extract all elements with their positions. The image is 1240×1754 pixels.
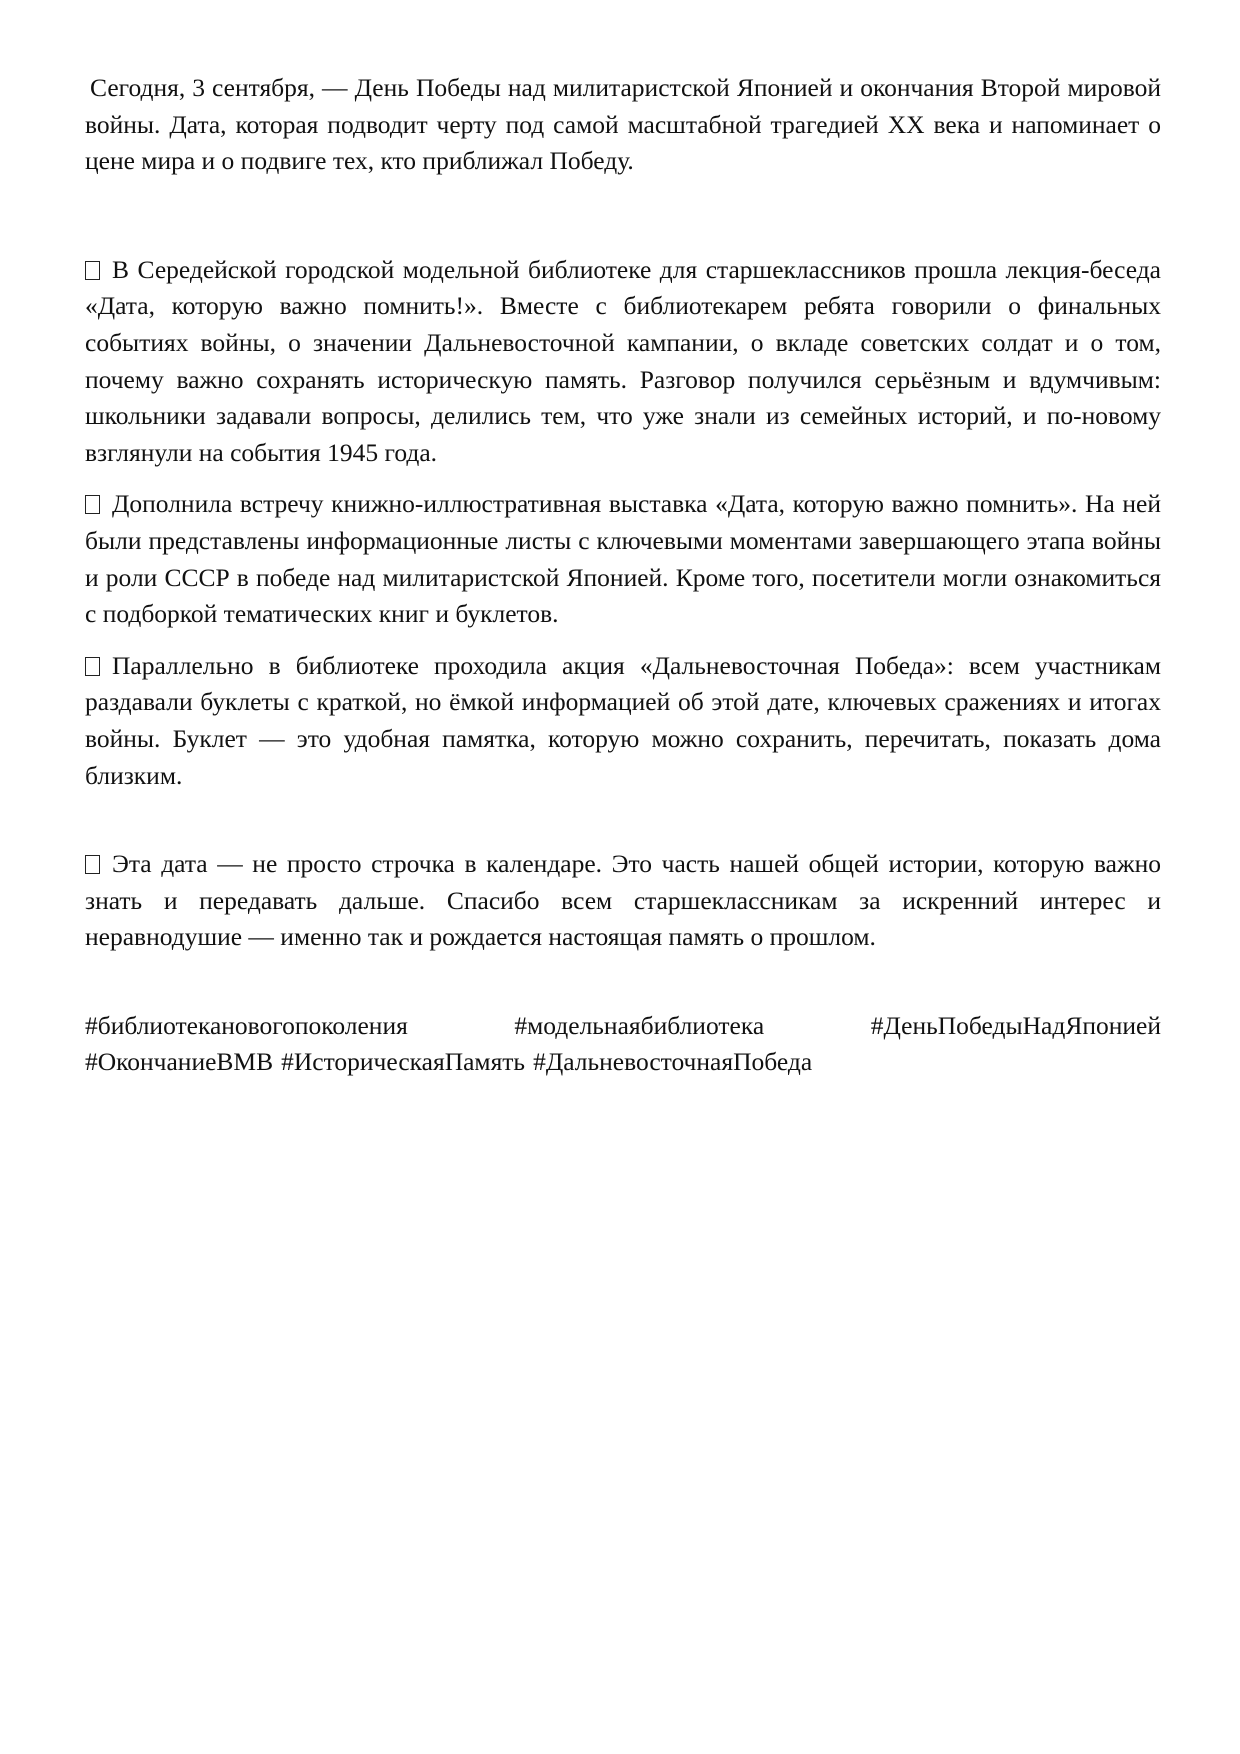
hashtag[interactable]: #модельнаябиблиотека <box>514 1010 765 1040</box>
box-icon <box>85 261 100 280</box>
hashtag[interactable]: #ДеньПобедыНадЯпонией <box>870 1010 1161 1040</box>
paragraph-closing <box>85 846 1161 956</box>
hashtag[interactable]: #ДальневосточнаяПобеда <box>533 1047 813 1077</box>
document-page <box>85 70 1161 1081</box>
paragraph-text: Эта дата — не просто строчка в календаре. Это часть нашей общей истории, которую важно знать и передавать дальше. Спасибо всем старшеклассникам за искренний интерес и неравнодушие — именно так и рождается настоящая память о прошлом. <box>85 849 1161 952</box>
hashtag[interactable]: #ИсторическаяПамять <box>281 1047 526 1077</box>
box-icon <box>85 855 100 874</box>
paragraph-action <box>85 648 1161 794</box>
paragraph-text: В Середейской городской модельной библиотеке для старшеклассников прошла лекция-беседа «Дата, которую важно помнить!». Вместе с библиотекарем ребята говорили о финальных событиях войны, о значении Дальневосточной кампании, о вкладе советских солдат и о том, почему важно сохранять историческую память. Разговор получился серьёзным и вдумчивым: школьники задавали вопросы, делились тем, что уже знали из семейных историй, и по-новому взглянули на события 1945 года. <box>85 254 1161 467</box>
paragraph-lecture <box>85 252 1161 472</box>
paragraph-exhibition <box>85 486 1161 632</box>
hashtags-line-1 <box>85 1008 1161 1045</box>
hashtags-line-2 <box>85 1044 1161 1081</box>
hashtag[interactable]: #ОкончаниеВМВ <box>85 1047 274 1077</box>
paragraph-text: Параллельно в библиотеке проходила акция «Дальневосточная Победа»: всем участникам раздавали буклеты с краткой, но ёмкой информацией об этой дате, ключевых сражениях и итогах войны. Буклет — это удобная памятка, которую можно сохранить, перечитать, показать дома близким. <box>85 650 1161 790</box>
box-icon <box>85 657 100 676</box>
box-icon <box>85 495 100 514</box>
intro-paragraph: Сегодня, 3 сентября, — День Победы над милитаристской Японией и окончания Второй мировой войны. Дата, которая подводит черту под самой масштабной трагедией XX века и напоминает о цене мира и о подвиге тех, кто приближал Победу. <box>85 73 1161 176</box>
paragraph-text: Дополнила встречу книжно-иллюстративная выставка «Дата, которую важно помнить». На ней были представлены информационные листы с ключевыми моментами завершающего этапа войны и роли СССР в победе над милитаристской Японией. Кроме того, посетители могли ознакомиться с подборкой тематических книг и буклетов. <box>85 489 1161 629</box>
hashtag[interactable]: #библиотекановогопоколения <box>85 1010 408 1040</box>
hashtags <box>85 1008 1161 1081</box>
